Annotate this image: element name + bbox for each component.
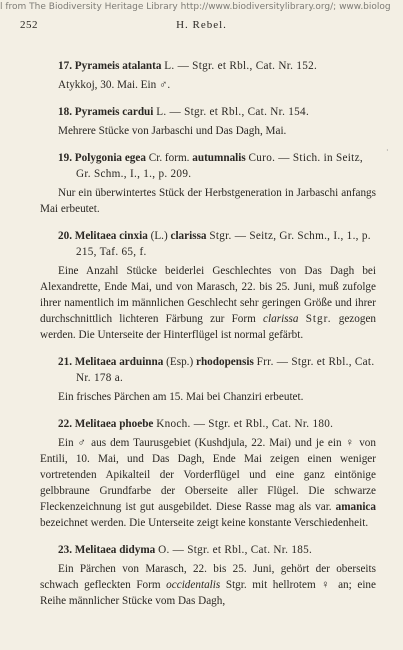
entry-number: 18.: [58, 106, 72, 118]
entry-17: [40, 58, 376, 93]
entry-text: [40, 435, 376, 531]
entry-number: 19.: [58, 152, 72, 164]
form-name-italic: occidentalis: [166, 579, 221, 591]
page-number: 252: [20, 19, 38, 31]
entry-number: 21.: [58, 356, 72, 368]
entry-number: 22.: [58, 418, 72, 430]
species-name: Melitaea didyma: [74, 544, 156, 556]
text-part: bezeichnet werden. Die Unterseite zeigt keine konstante Verschiedenheit.: [40, 517, 369, 529]
species-name: Melitaea phoebe: [74, 418, 154, 430]
form-name: rhodopensis: [195, 356, 254, 368]
text-part: Stgr. mit hellrotem ♀ an; eine Reihe männlicher Stücke vom Das Dagh,: [40, 579, 376, 607]
entry-text: Nur ein überwintertes Stück der Herbstgeneration in Jarbaschi anfangs Mai erbeutet.: [40, 187, 376, 215]
author-spaced: Stgr.: [305, 313, 332, 325]
entry-text: Atykkoj, 30. Mai. Ein ♂.: [58, 79, 171, 91]
entry-19: [40, 150, 376, 217]
entry-22: [40, 416, 376, 531]
citation: Curo. — Stich. in Seitz, Gr. Schm., I., 1., p. 209.: [76, 152, 363, 180]
citation: L. — Stgr. et Rbl., Cat. Nr. 154.: [156, 106, 310, 118]
entry-text: [40, 561, 376, 609]
entry-text: [40, 263, 376, 343]
entry-21: [40, 354, 376, 405]
citation: Knoch. — Stgr. et Rbl., Cat. Nr. 180.: [156, 418, 334, 430]
entry-heading: [40, 542, 376, 558]
entry-number: 20.: [58, 230, 72, 242]
text-part: Ein Pärchen von Marasch, 22. bis 25. Juni, gehört der oberseits schwach gefleckten Form: [40, 563, 376, 591]
text-part: Ein ♂ aus dem Taurusgebiet (Kushdjula, 22. Mai) und je ein ♀ von Entili, 10. Mai, und Das Dagh, Ende Mai zeigen einen weniger vortretenden Apikalteil der Vorderflügel und eine ganz eintönige gelbbraune Grundfarbe der Oberseite aller Flügel. Die schwarze Fleckenzeichnung ist gut ausgebildet. Diese Rasse mag als var.: [40, 437, 376, 513]
entry-20: [40, 228, 376, 343]
text-part: Eine Anzahl Stücke beiderlei Geschlechtes von Das Dagh bei Alexandrette, Ende Mai, und von Marasch, 22. bis 25. Juni, muß zufolge ihrer namentlich im männlichen Geschlecht sehr geringen Größe und ihrer durchschnittlich lichteren Färbung zur Form: [40, 265, 376, 325]
species-name: Polygonia egea: [74, 152, 146, 164]
species-name: Melitaea cinxia: [74, 230, 148, 242]
citation: Frr. — Stgr. et Rbl., Cat. Nr. 178 a.: [76, 356, 375, 384]
entry-number: 17.: [58, 60, 72, 72]
page-body: [40, 58, 376, 620]
form-name: clarissa: [170, 230, 207, 242]
species-name: Melitaea arduinna: [74, 356, 164, 368]
author: (Esp.): [166, 356, 194, 368]
citation: Stgr. — Seitz, Gr. Schm., I., 1., p. 215, Taf. 65, f.: [76, 230, 371, 258]
running-head: H. Rebel.: [176, 19, 227, 31]
author: (L.): [150, 230, 168, 242]
text-part: gezogen werden. Die Unterseite der Hinterflügel ist normal gefärbt.: [40, 313, 377, 341]
citation: O. — Stgr. et Rbl., Cat. Nr. 185.: [158, 544, 313, 556]
entry-text: Mehrere Stücke von Jarbaschi und Das Dagh, Mai.: [58, 125, 287, 137]
form-name: autumnalis: [192, 152, 246, 164]
entry-heading: [40, 354, 376, 386]
entry-heading: [40, 228, 376, 260]
citation: L. — Stgr. et Rbl., Cat. Nr. 152.: [164, 60, 318, 72]
entry-23: [40, 542, 376, 609]
entry-heading: [40, 150, 376, 182]
entry-heading: [40, 104, 376, 120]
variety-name: amanica: [335, 501, 376, 513]
species-name: Pyrameis cardui: [74, 106, 154, 118]
author: Cr. form.: [148, 152, 190, 164]
entry-heading: [40, 58, 376, 74]
entry-number: 23.: [58, 544, 72, 556]
stray-mark: ·: [386, 146, 389, 155]
entry-text: Ein frisches Pärchen am 15. Mai bei Chanziri erbeutet.: [58, 391, 304, 403]
watermark: l from The Biodiversity Heritage Library http://www.biodiversitylibrary.org/; www.biolog: [0, 2, 391, 12]
form-name-italic: clarissa: [263, 313, 299, 325]
entry-18: [40, 104, 376, 139]
entry-heading: [40, 416, 376, 432]
species-name: Pyrameis atalanta: [74, 60, 162, 72]
